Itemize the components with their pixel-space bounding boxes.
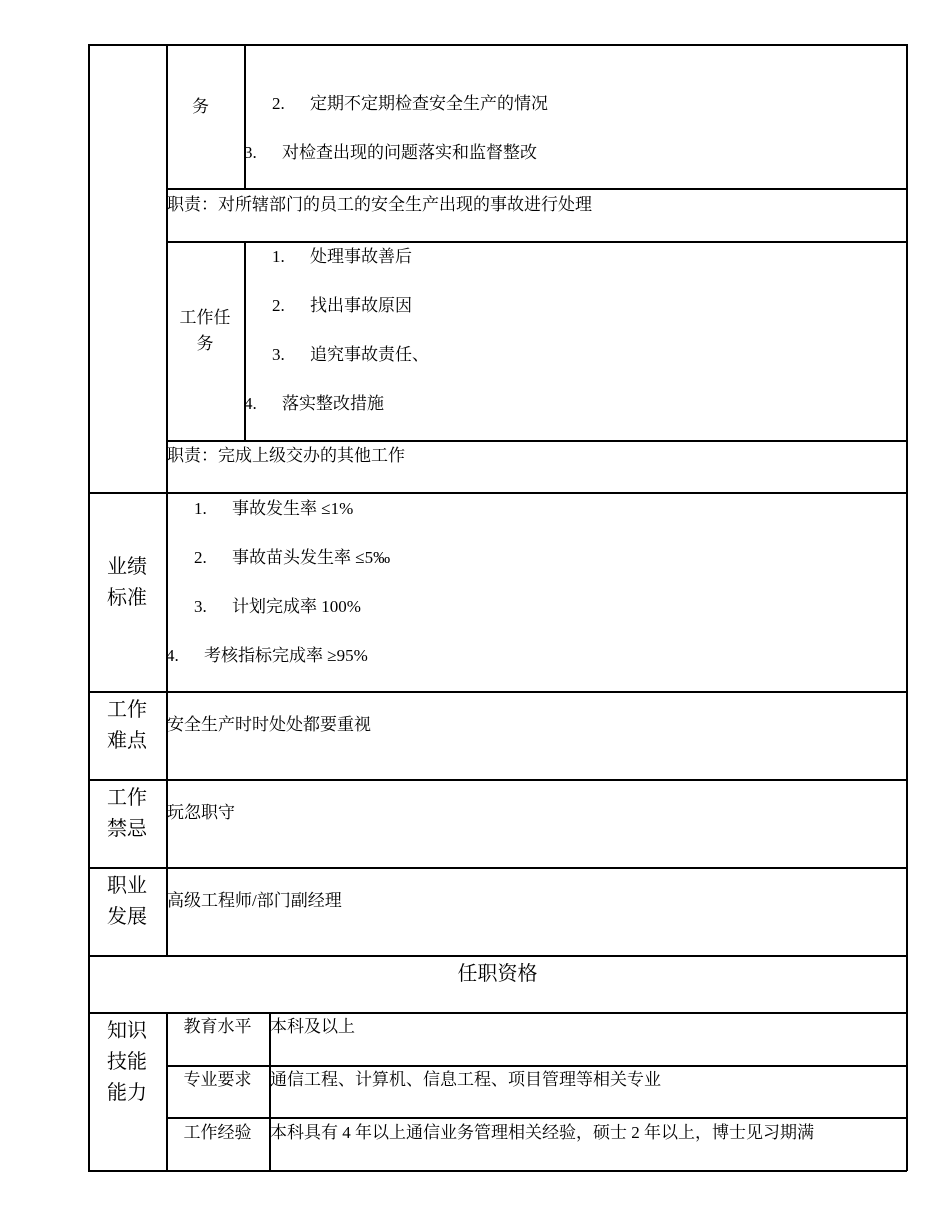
qualification-title: 任职资格 <box>457 963 538 985</box>
list-item <box>194 596 361 618</box>
career-label-line-2: 发展 <box>107 906 147 928</box>
list-item-text: 对检查出现的问题落实和监督整改 <box>282 143 537 162</box>
qualification-label-line-2: 技能 <box>107 1051 147 1073</box>
list-item-text: 定期不定期检查安全生产的情况 <box>310 94 548 113</box>
task-label-line-2: 务 <box>196 334 214 353</box>
list-item-number: 1. <box>194 499 207 518</box>
list-item-text: 找出事故原因 <box>310 296 412 315</box>
taboo-label-line-1: 工作 <box>107 787 147 809</box>
experience-value: 本科具有 4 年以上通信业务管理相关经验，硕士 2 年以上，博士见习期满 <box>270 1123 814 1142</box>
experience-label: 工作经验 <box>183 1123 252 1142</box>
list-item <box>272 246 412 268</box>
list-item <box>194 547 390 569</box>
taboo-value: 玩忽职守 <box>167 803 235 822</box>
list-item-number: 4. <box>166 646 179 665</box>
row-divider <box>88 1012 907 1014</box>
list-item <box>272 295 412 317</box>
table-border-right <box>906 44 908 1171</box>
row-divider <box>88 691 907 693</box>
list-item-number: 2. <box>272 296 285 315</box>
row-divider <box>166 188 907 190</box>
list-item <box>244 142 537 164</box>
qualification-label-line-3: 能力 <box>107 1082 147 1104</box>
list-item <box>166 645 368 667</box>
difficulty-label-line-2: 难点 <box>107 730 147 752</box>
list-item-text: 追究事故责任、 <box>310 345 429 364</box>
list-item-number: 3. <box>272 345 285 364</box>
list-item-text: 落实整改措施 <box>282 394 384 413</box>
row-divider <box>88 867 907 869</box>
list-item <box>272 344 429 366</box>
list-item-number: 2. <box>194 548 207 567</box>
table-border-bottom <box>88 1170 907 1172</box>
row-divider <box>166 1117 907 1119</box>
performance-label-line-1: 业绩 <box>107 556 147 578</box>
difficulty-value: 安全生产时时处处都要重视 <box>167 715 371 734</box>
row-divider <box>88 492 907 494</box>
list-item-number: 4. <box>244 394 257 413</box>
list-item-text: 考核指标完成率 ≥95% <box>204 646 368 665</box>
performance-label-line-2: 标准 <box>107 587 147 609</box>
task-column-divider-1 <box>244 44 246 189</box>
list-item-number: 3. <box>194 597 207 616</box>
education-label: 教育水平 <box>183 1017 252 1036</box>
task-label-tail: 务 <box>192 97 209 116</box>
list-item <box>272 93 548 115</box>
career-label-line-1: 职业 <box>107 875 147 897</box>
list-item-text: 事故苗头发生率 ≤5‰ <box>232 548 391 567</box>
row-divider <box>88 779 907 781</box>
taboo-label-line-2: 禁忌 <box>107 818 147 840</box>
table-border-top <box>88 44 907 46</box>
list-item <box>244 393 384 415</box>
list-item-text: 处理事故善后 <box>310 247 412 266</box>
task-label-line-1: 工作任 <box>179 308 231 327</box>
list-item-text: 计划完成率 100% <box>232 597 361 616</box>
list-item <box>194 498 353 520</box>
major-value: 通信工程、计算机、信息工程、项目管理等相关专业 <box>270 1070 661 1089</box>
row-divider <box>88 955 907 957</box>
major-label: 专业要求 <box>183 1070 252 1089</box>
list-item-number: 3. <box>244 143 257 162</box>
row-divider <box>166 440 907 442</box>
duty-label: 职责：对所辖部门的员工的安全生产出现的事故进行处理 <box>167 195 592 214</box>
row-divider <box>166 1065 907 1067</box>
row-divider <box>166 241 907 243</box>
list-item-number: 2. <box>272 94 285 113</box>
duty-label: 职责：完成上级交办的其他工作 <box>167 446 405 465</box>
difficulty-label-line-1: 工作 <box>107 699 147 721</box>
list-item-number: 1. <box>272 247 285 266</box>
career-value: 高级工程师/部门副经理 <box>167 891 342 910</box>
qualification-label-line-1: 知识 <box>107 1020 147 1042</box>
list-item-text: 事故发生率 ≤1% <box>232 499 354 518</box>
education-value: 本科及以上 <box>270 1017 355 1036</box>
